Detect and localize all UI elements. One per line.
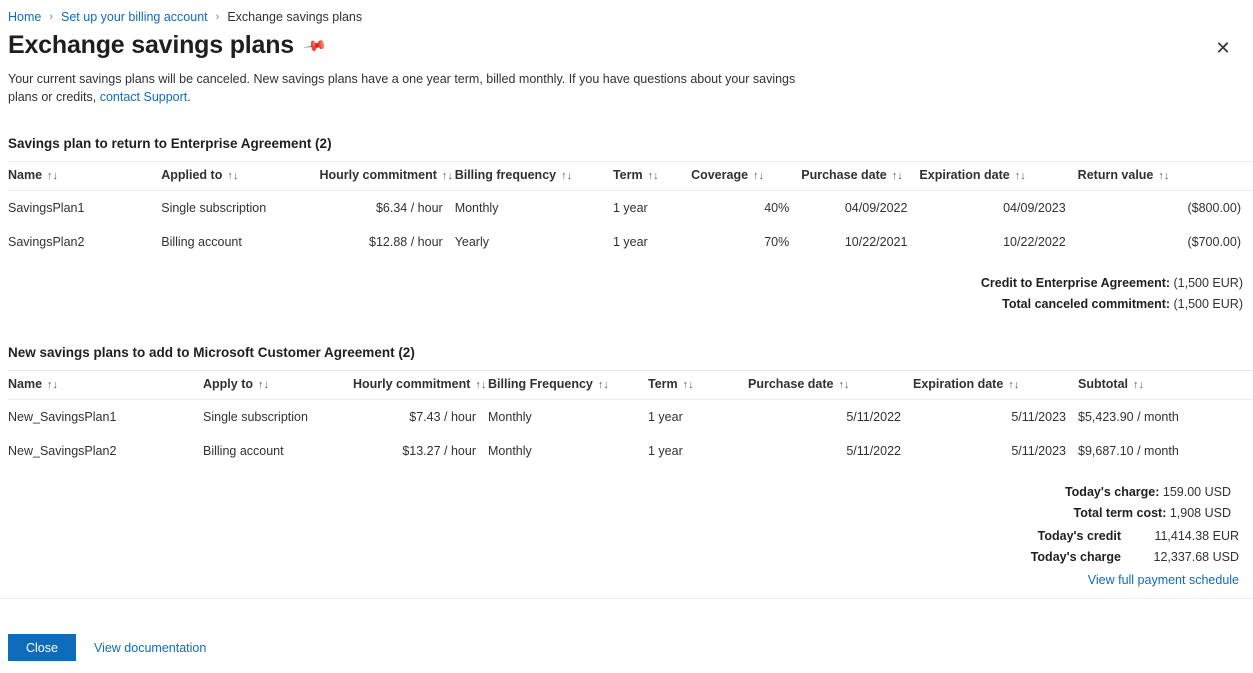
sort-icon[interactable]: ↑↓ xyxy=(475,379,487,391)
column-header-term[interactable] xyxy=(648,371,748,400)
column-label: Term xyxy=(648,377,678,391)
table-row[interactable] xyxy=(8,434,1253,468)
cell-hourly-commitment: $13.27 / hour xyxy=(402,444,476,458)
column-header-billing-frequency[interactable] xyxy=(455,162,613,191)
sort-icon[interactable]: ↑↓ xyxy=(647,170,659,182)
sort-icon[interactable]: ↑↓ xyxy=(838,379,850,391)
cell-name: SavingsPlan2 xyxy=(8,235,85,249)
sort-icon[interactable]: ↑↓ xyxy=(441,170,453,182)
total-row xyxy=(8,294,1243,315)
cell-expiration-date: 5/11/2023 xyxy=(1011,444,1066,458)
new-plans-table xyxy=(8,370,1253,468)
cell-name: SavingsPlan1 xyxy=(8,201,85,215)
column-label: Purchase date xyxy=(748,377,834,391)
cell-applied-to: Single subscription xyxy=(161,201,267,215)
breadcrumb-item-billing-account[interactable]: Set up your billing account xyxy=(61,10,208,24)
cell-applied-to: Billing account xyxy=(161,235,242,249)
summary-value: 11,414.38 EUR xyxy=(1154,529,1239,543)
cell-hourly-commitment: $6.34 / hour xyxy=(375,201,443,215)
contact-support-link[interactable]: contact Support xyxy=(99,90,188,104)
total-row xyxy=(8,482,1231,503)
cell-hourly-commitment: $12.88 / hour xyxy=(369,235,443,249)
total-row xyxy=(8,273,1243,294)
chevron-right-icon: › xyxy=(49,11,54,23)
column-label: Subtotal xyxy=(1078,377,1128,391)
column-label: Term xyxy=(612,168,643,182)
cell-expiration-date: 04/09/2023 xyxy=(1003,201,1066,215)
cell-billing-frequency: Monthly xyxy=(488,444,532,458)
sort-icon[interactable]: ↑↓ xyxy=(1158,170,1170,182)
column-header-expiration-date[interactable] xyxy=(919,162,1077,191)
summary-value: 12,337.68 USD xyxy=(1153,550,1239,564)
total-label: Total term cost: xyxy=(1073,506,1167,520)
total-value: (1,500 EUR) xyxy=(1173,297,1243,311)
column-label: Expiration date xyxy=(919,168,1010,182)
total-label: Credit to Enterprise Agreement: xyxy=(980,276,1171,290)
close-button[interactable]: Close xyxy=(8,634,76,661)
pin-icon[interactable]: 📌 xyxy=(302,33,328,59)
column-label: Hourly commitment xyxy=(353,377,471,391)
return-plans-table xyxy=(8,161,1253,259)
column-header-apply-to[interactable] xyxy=(203,371,353,400)
column-header-purchase-date[interactable] xyxy=(748,371,913,400)
total-label: Today's charge: xyxy=(1064,485,1160,499)
column-header-applied-to[interactable] xyxy=(161,162,319,191)
breadcrumb-item-home[interactable]: Home xyxy=(8,10,42,24)
page-title: Exchange savings plans xyxy=(8,31,294,59)
intro-text xyxy=(0,60,830,106)
breadcrumb xyxy=(0,0,1253,25)
sort-icon[interactable]: ↑↓ xyxy=(682,379,694,391)
footer-divider xyxy=(0,598,1253,599)
cell-purchase-date: 5/11/2022 xyxy=(846,444,901,458)
cell-coverage: 70% xyxy=(764,235,790,249)
cell-term: 1 year xyxy=(612,235,648,249)
column-label: Coverage xyxy=(691,168,749,182)
breadcrumb-item-current: Exchange savings plans xyxy=(227,10,363,24)
sort-icon[interactable]: ↑↓ xyxy=(47,379,59,391)
cell-billing-frequency: Monthly xyxy=(454,201,499,215)
new-plans-section-title: New savings plans to add to Microsoft Customer Agreement (2) xyxy=(8,345,415,360)
column-label: Name xyxy=(8,168,43,182)
view-documentation-link[interactable]: View documentation xyxy=(93,640,207,655)
summary-row xyxy=(1031,547,1239,568)
new-plans-section-totals xyxy=(8,482,1245,524)
intro-text-after: . xyxy=(187,90,191,104)
view-payment-schedule-link[interactable]: View full payment schedule xyxy=(1087,573,1239,587)
cell-return-value: ($800.00) xyxy=(1187,201,1241,215)
table-row[interactable] xyxy=(8,225,1253,259)
column-label: Billing Frequency xyxy=(488,377,593,391)
cell-name: New_SavingsPlan1 xyxy=(8,410,117,424)
table-row[interactable] xyxy=(8,400,1253,435)
column-header-subtotal[interactable] xyxy=(1078,371,1253,400)
column-label: Applied to xyxy=(161,168,223,182)
column-label: Name xyxy=(8,377,43,391)
column-label: Hourly commitment xyxy=(319,168,437,182)
sort-icon[interactable]: ↑↓ xyxy=(1133,379,1144,391)
cell-subtotal: $9,687.10 / month xyxy=(1078,444,1179,458)
column-header-expiration-date[interactable] xyxy=(913,371,1078,400)
column-label: Apply to xyxy=(203,377,253,391)
cell-apply-to: Single subscription xyxy=(203,410,308,424)
cell-billing-frequency: Yearly xyxy=(454,235,489,249)
cell-return-value: ($700.00) xyxy=(1187,235,1241,249)
table-header-row xyxy=(8,371,1253,400)
total-label: Total canceled commitment: xyxy=(1002,297,1171,311)
cell-name: New_SavingsPlan2 xyxy=(8,444,117,458)
sort-icon[interactable]: ↑↓ xyxy=(891,170,903,182)
close-icon[interactable]: ✕ xyxy=(1215,37,1231,58)
sort-icon[interactable]: ↑↓ xyxy=(1014,170,1026,182)
column-header-billing-frequency[interactable] xyxy=(488,371,648,400)
page-title-row xyxy=(0,25,1253,60)
column-header-hourly-commitment[interactable] xyxy=(319,162,454,191)
column-label: Expiration date xyxy=(913,377,1004,391)
return-section xyxy=(0,136,1253,315)
summary-label: Today's credit xyxy=(1037,529,1121,543)
sort-icon[interactable]: ↑↓ xyxy=(753,170,765,182)
total-value: (1,500 EUR) xyxy=(1173,276,1243,290)
total-value: 1,908 USD xyxy=(1169,506,1231,520)
column-label: Billing frequency xyxy=(454,168,557,182)
total-row xyxy=(8,503,1231,524)
sort-icon[interactable]: ↑↓ xyxy=(561,170,573,182)
table-header-row xyxy=(8,162,1253,191)
summary-label: Today's charge xyxy=(1030,550,1121,564)
column-header-purchase-date[interactable] xyxy=(801,162,919,191)
column-header-term[interactable] xyxy=(613,162,691,191)
cell-expiration-date: 10/22/2022 xyxy=(1003,235,1066,249)
sort-icon[interactable]: ↑↓ xyxy=(597,379,609,391)
column-header-name[interactable] xyxy=(8,162,161,191)
cell-purchase-date: 10/22/2021 xyxy=(844,235,908,249)
total-value: 159.00 USD xyxy=(1162,485,1231,499)
sort-icon[interactable]: ↑↓ xyxy=(258,379,269,391)
cell-hourly-commitment: $7.43 / hour xyxy=(409,410,476,424)
sort-icon[interactable]: ↑↓ xyxy=(227,170,239,182)
column-header-hourly-commitment[interactable] xyxy=(353,371,488,400)
table-row[interactable] xyxy=(8,191,1253,226)
cell-expiration-date: 5/11/2023 xyxy=(1011,410,1066,424)
footer-actions xyxy=(8,634,206,661)
cell-purchase-date: 5/11/2022 xyxy=(846,410,901,424)
cell-coverage: 40% xyxy=(764,201,790,215)
return-section-totals xyxy=(8,273,1245,315)
column-header-return-value[interactable] xyxy=(1078,162,1253,191)
sort-icon[interactable]: ↑↓ xyxy=(47,170,59,182)
sort-icon[interactable]: ↑↓ xyxy=(1008,379,1020,391)
cell-term: 1 year xyxy=(612,201,648,215)
summary-row xyxy=(1031,526,1239,547)
footer-summary xyxy=(1031,526,1239,591)
column-label: Return value xyxy=(1077,168,1154,182)
cell-term: 1 year xyxy=(648,410,683,424)
intro-text-before: Your current savings plans will be canceled. New savings plans have a one year term, billed monthly. If you have questions about your savings plans or credits, xyxy=(8,72,796,104)
new-plans-section xyxy=(0,345,1253,524)
column-label: Purchase date xyxy=(801,168,887,182)
return-section-title: Savings plan to return to Enterprise Agreement (2) xyxy=(8,136,332,151)
cell-billing-frequency: Monthly xyxy=(488,410,532,424)
chevron-right-icon: › xyxy=(215,11,220,23)
cell-apply-to: Billing account xyxy=(203,444,284,458)
column-header-name[interactable] xyxy=(8,371,203,400)
cell-term: 1 year xyxy=(648,444,683,458)
cell-subtotal: $5,423.90 / month xyxy=(1078,410,1179,424)
column-header-coverage[interactable] xyxy=(691,162,801,191)
cell-purchase-date: 04/09/2022 xyxy=(844,201,908,215)
